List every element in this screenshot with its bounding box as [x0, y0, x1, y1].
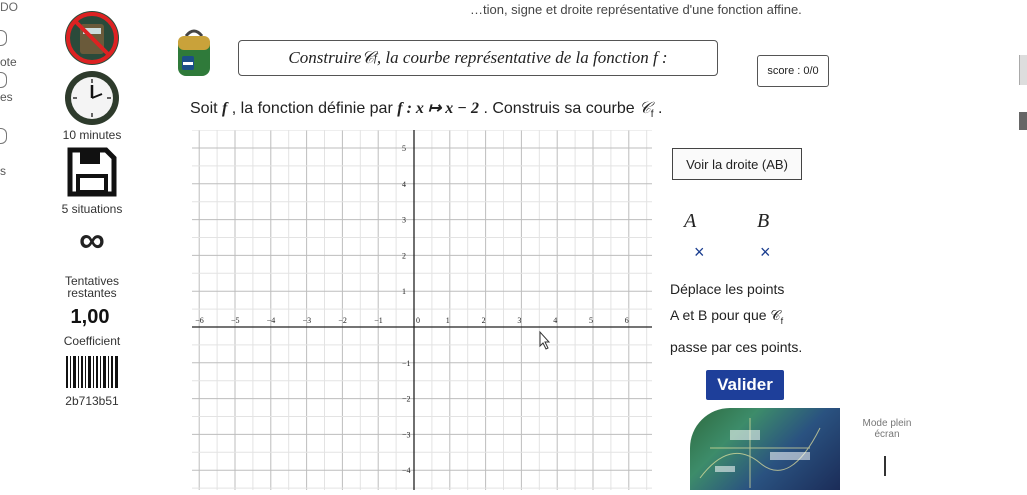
- x-tick-label: −2: [338, 316, 347, 325]
- math-decoration-image: [690, 408, 840, 490]
- point-a-label: A: [684, 210, 697, 232]
- x-tick-label: −4: [266, 316, 276, 325]
- x-tick-label: 3: [517, 316, 522, 325]
- statement-mid: , la fonction définie par: [227, 100, 398, 117]
- instruction-line-1: Déplace les points: [670, 281, 785, 297]
- infinity-icon: ∞: [79, 219, 105, 260]
- backpack-icon: [172, 26, 216, 78]
- right-edge-panel: [1019, 55, 1027, 85]
- y-tick-label: −2: [402, 394, 411, 404]
- save-icon[interactable]: [66, 146, 118, 198]
- top-left-fragment: DO: [0, 0, 18, 14]
- y-tick-label: 2: [402, 251, 406, 261]
- point-b-cross-icon[interactable]: ×: [760, 242, 771, 262]
- x-tick-label: 0: [416, 316, 420, 325]
- attempts-label: Tentatives restantes: [64, 274, 120, 300]
- clock-icon: [64, 70, 120, 126]
- x-tick-label: −5: [231, 316, 240, 325]
- statement-prefix: Soit: [190, 100, 223, 117]
- x-tick-label: 4: [553, 316, 558, 325]
- x-tick-label: 5: [589, 316, 593, 325]
- no-calculator-icon[interactable]: [64, 10, 120, 66]
- time-limit-label: 10 minutes: [62, 128, 122, 142]
- function-expression: f : x ↦ x − 2: [397, 100, 479, 117]
- y-tick-label: 5: [402, 144, 406, 153]
- statement-end: .: [653, 100, 663, 117]
- point-b-label: B: [757, 210, 770, 232]
- problem-statement: [190, 98, 662, 120]
- statement-curve-sub: f: [650, 109, 654, 121]
- score-box: score : 0/0: [757, 55, 829, 87]
- x-tick-label: −6: [195, 316, 204, 325]
- left-bracket: [0, 72, 7, 88]
- coefficient-label: Coefficient: [63, 334, 121, 348]
- coordinate-graph[interactable]: [192, 130, 652, 495]
- x-tick-label: −3: [302, 316, 312, 325]
- instruction-line-2-sub: f: [780, 315, 784, 326]
- function-name: f: [222, 100, 228, 117]
- fullscreen-toggle[interactable]: Mode plein écran: [862, 418, 912, 440]
- right-edge-tab: [1019, 112, 1027, 130]
- left-fragment-2: es: [0, 90, 13, 104]
- statement-curve: 𝒞: [639, 100, 651, 117]
- left-fragment-3: s: [0, 164, 6, 178]
- exercise-code: 2b713b51: [65, 394, 119, 408]
- x-tick-label: 1: [445, 316, 450, 325]
- coefficient-value: 1,00: [70, 306, 110, 328]
- x-tick-label: −1: [374, 316, 383, 325]
- curve-subscript: f: [373, 52, 377, 64]
- y-tick-label: −3: [402, 430, 411, 440]
- title-suffix: , la courbe représentative de la fonction f :: [376, 48, 668, 67]
- statement-after: . Construis sa courbe: [479, 100, 640, 117]
- instruction-line-2: [670, 302, 860, 334]
- y-tick-label: −1: [402, 358, 411, 368]
- instruction-title: [238, 40, 718, 76]
- x-tick-label: 2: [481, 316, 486, 325]
- barcode-icon: [66, 356, 118, 388]
- instruction-line-2-text: A et B pour que 𝒞: [670, 307, 781, 323]
- y-tick-label: 1: [402, 287, 406, 297]
- situations-label: 5 situations: [61, 202, 123, 216]
- fullscreen-handle[interactable]: [884, 456, 886, 476]
- x-tick-label: 6: [624, 316, 629, 325]
- show-line-button[interactable]: Voir la droite (AB): [672, 148, 802, 180]
- title-prefix: Construire: [288, 48, 362, 67]
- y-tick-label: −4: [402, 466, 411, 476]
- exercise-title: …tion, signe et droite représentative d'une fonction affine.: [470, 2, 802, 17]
- point-a-cross-icon[interactable]: ×: [694, 242, 705, 262]
- left-bracket: [0, 128, 7, 144]
- instruction-line-3: passe par ces points.: [670, 338, 803, 355]
- left-fragment-1: ote: [0, 55, 17, 69]
- drag-instruction: [670, 276, 860, 360]
- left-bracket: [0, 30, 7, 46]
- curve-symbol: 𝒞: [361, 48, 374, 67]
- validate-button[interactable]: Valider: [706, 370, 784, 400]
- y-tick-label: 3: [402, 215, 406, 225]
- y-tick-label: 4: [402, 179, 406, 189]
